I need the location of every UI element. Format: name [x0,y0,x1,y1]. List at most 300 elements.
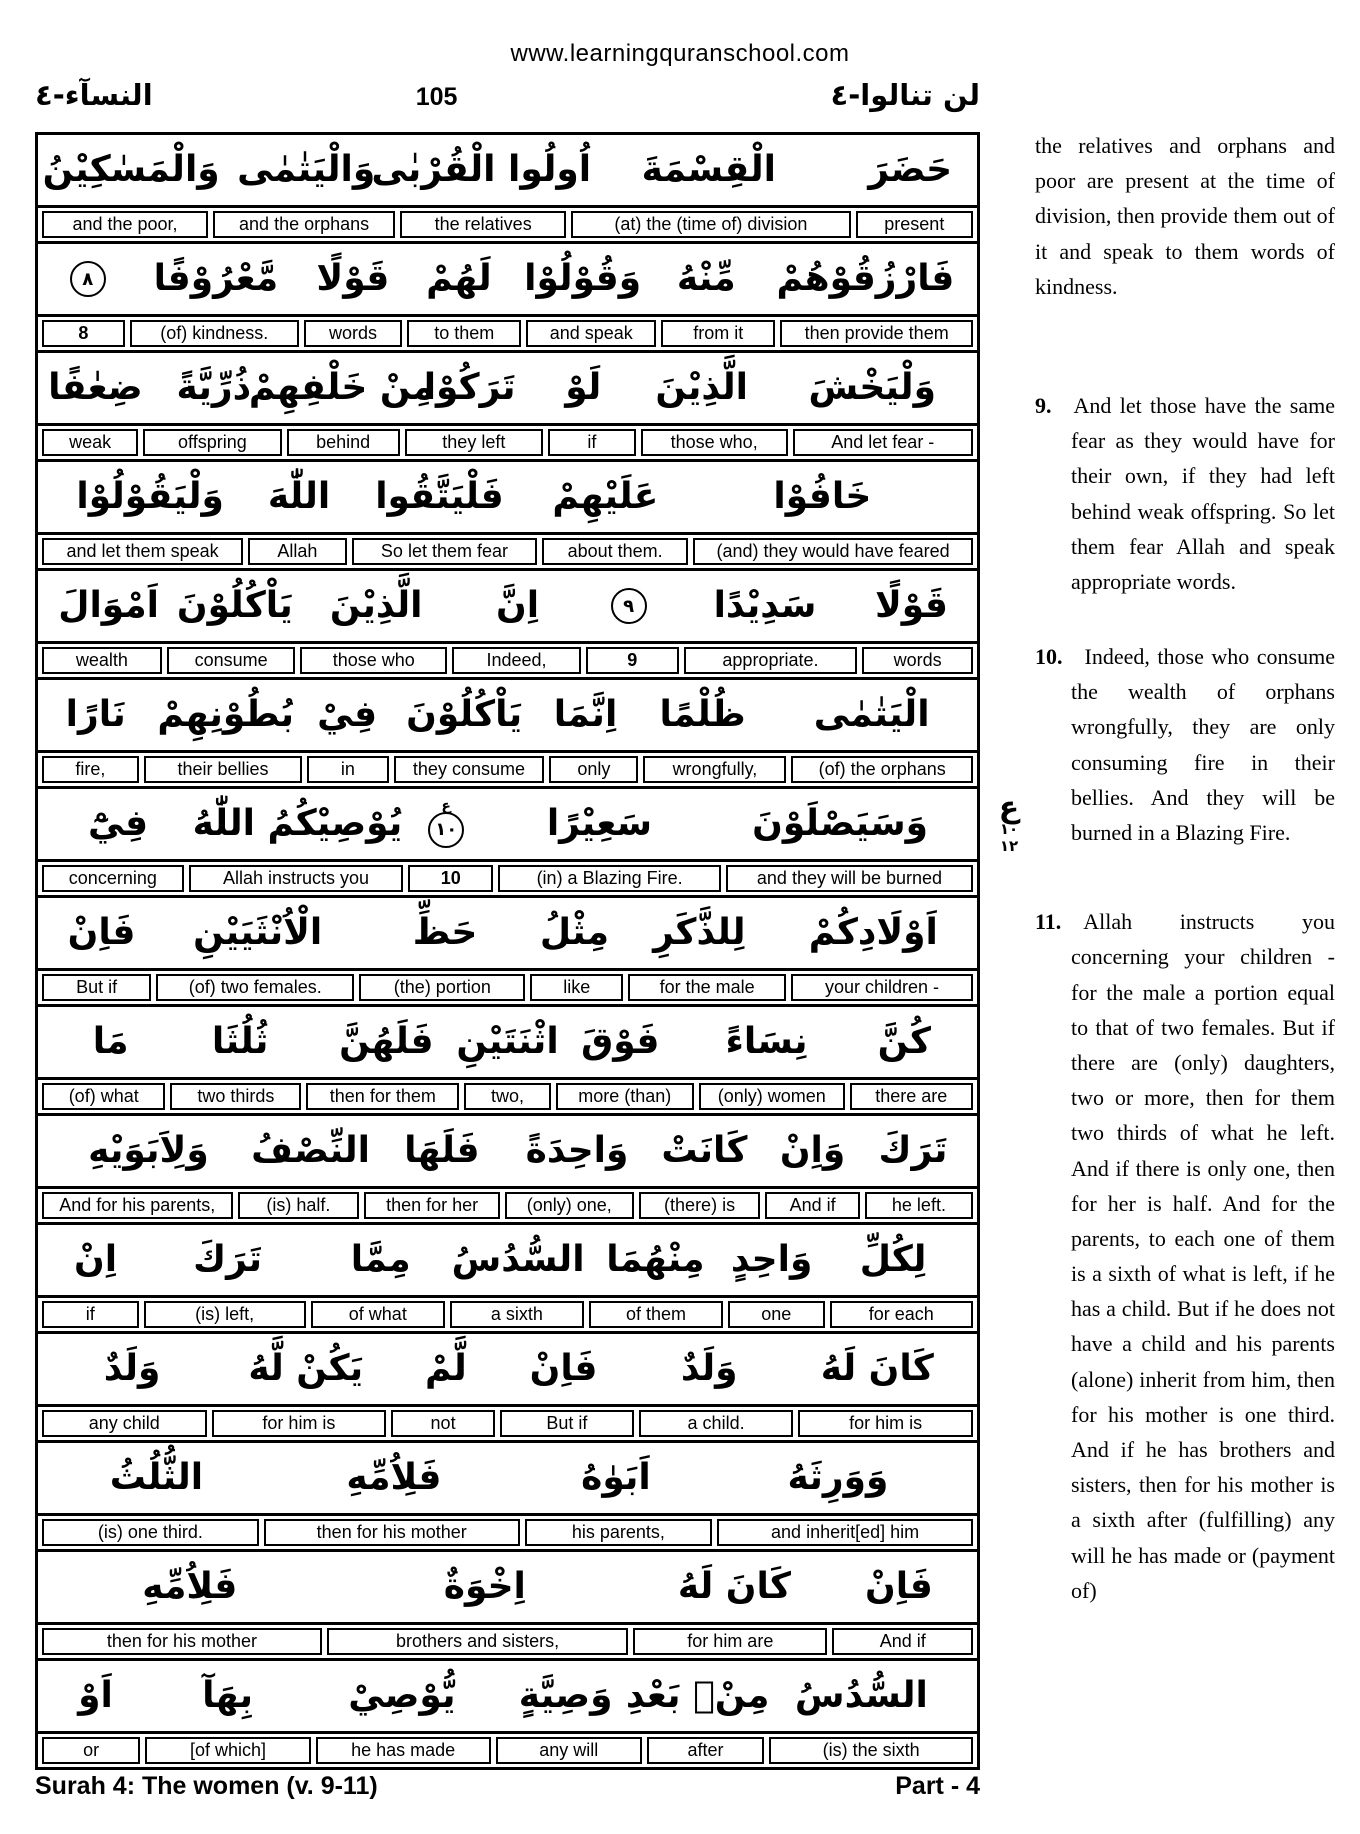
translation-cell: And let fear - [793,429,973,456]
page-number: 105 [415,83,458,111]
translation-cell: about them. [542,538,688,565]
arabic-word-slot [173,1021,307,1062]
ruku-number-lower: ١٢ [999,837,1019,855]
translation-cell: But if [42,974,151,1001]
arabic-word-slot [492,1675,640,1716]
translation-cell: a child. [639,1410,793,1437]
arabic-word: سَدِيْدًا [713,585,817,626]
arabic-word-slot [776,694,967,735]
arabic-word: فَلَهُنَّ [339,1021,434,1062]
translation-cell: like [530,974,623,1001]
verse-number-arabic: ٨ [70,261,106,297]
arabic-word: لَهُمْ [426,258,492,299]
translation-cell: they left [405,429,543,456]
arabic-word-slot [788,1348,967,1389]
arabic-word: السُّدُسُ [451,1239,585,1280]
arabic-word-slot [216,1348,395,1389]
arabic-word-slot [649,258,764,299]
ain-ruku-mark: ع [441,797,451,814]
translation-cell: weak [42,429,138,456]
translation-cell: So let them fear [352,538,537,565]
arabic-text-row [38,1334,977,1404]
arabic-word: عَلَيْهِمْ [552,476,659,517]
arabic-word-slot [155,912,360,953]
arabic-word: اللّٰهَ [267,476,331,517]
arabic-word: اَبَوٰهُ [581,1457,651,1498]
arabic-word: حَضَرَ [868,149,953,190]
translation-cell: if [548,429,636,456]
arabic-word-slot [486,803,714,844]
arabic-word: النِّصْفُ [251,1130,371,1171]
translation-cell: of them [589,1301,723,1328]
arabic-word: قَوْلًا [874,585,948,626]
verse-number-label: 9. [1035,392,1052,418]
translation-row [38,1295,977,1334]
verse-line-group [38,353,977,462]
arabic-word: كَانَ لَهُ [677,1566,791,1607]
translation-cell: and the orphans [213,211,395,238]
arabic-word-slot [143,694,308,735]
arabic-word-slot [128,258,305,299]
verse-line-group [38,1225,977,1334]
arabic-word-slot [516,258,649,299]
ruku-letter: ع [998,790,1020,825]
arabic-word: الْقِسْمَةَ [641,149,776,190]
translation-cell: for him is [798,1410,973,1437]
arabic-word-slot [780,912,967,953]
translation-cell: and speak [526,320,656,347]
translation-cell: any child [42,1410,207,1437]
verse-number-circle [428,797,464,848]
translation-cell: the relatives [400,211,566,238]
verse-line-group [38,244,977,353]
verse-number-cell: 8 [42,320,125,347]
translation-cell: offspring [143,429,281,456]
arabic-word-slot [169,585,300,626]
arabic-word: فَاِنْ [529,1348,598,1389]
translation-cell: (is) left, [144,1301,306,1328]
translation-cell: then provide them [780,320,973,347]
arabic-word: فِيْٓ [88,803,149,844]
translation-cell: from it [661,320,775,347]
translation-cell: if [42,1301,139,1328]
arabic-word: ضِعٰفًا [48,367,143,408]
arabic-word-slot [530,912,619,953]
translation-row [38,968,977,1007]
arabic-word: يَكُنْ لَّهُ [248,1348,364,1389]
ruku-number-upper: ١٠ [999,820,1019,838]
arabic-word-slot [819,1239,967,1280]
translation-cell: of what [311,1301,445,1328]
arabic-word: كَانَ لَهُ [820,1348,934,1389]
arabic-word-slot [549,1021,691,1062]
arabic-word: مِنْۢ بَعْدِ [625,1675,770,1716]
translation-cell: one [728,1301,825,1328]
arabic-word-slot [143,1675,312,1716]
arabic-word-slot [631,1348,788,1389]
arabic-word: فَارْزُقُوْهُمْ [776,258,955,299]
translation-row [38,641,977,680]
arabic-word-slot [709,1457,967,1498]
translation-cell: in [307,756,388,783]
arabic-text-row [38,1661,977,1731]
verse-text: And let those have the same fear as they would have for their own, if they had left behind weak offspring. So let them fear Allah and speak appropriate words. [1071,392,1335,594]
translation-cell: But if [500,1410,634,1437]
translation-cell: (there) is [639,1192,761,1219]
arabic-word: يُوْصِيْكُمُ اللّٰهُ [192,803,403,844]
arabic-text-row [38,1552,977,1622]
arabic-word-slot [48,367,143,408]
arabic-word-slot [619,912,780,953]
arabic-word: بُطُوْنِهِمْ [157,694,295,735]
verse-number-cell: 10 [408,865,493,892]
translation-cell: And if [765,1192,859,1219]
arabic-word-slot [48,1675,143,1716]
verse-translation-sidebar [1035,128,1335,1608]
arabic-word: فَلِاُمِّهِ [346,1457,442,1498]
translation-cell: (at) the (time of) division [571,211,850,238]
arabic-word-slot [691,1021,841,1062]
translation-cell: fire, [42,756,139,783]
verse-line-group [38,1443,977,1552]
arabic-word-slot [188,803,407,844]
arabic-word: ثُلُثَا [211,1021,269,1062]
verse-line-group [38,1334,977,1443]
translation-cell: any will [496,1737,642,1764]
arabic-word-slot [399,367,541,408]
arabic-word: مِنْ خَلْفِهِمْ [248,367,435,408]
translation-cell: present [856,211,973,238]
translation-cell: those who [300,647,447,674]
arabic-word: يَاْكُلُوْنَ [406,694,523,735]
arabic-word: فَلَهَا [404,1130,480,1171]
arabic-word: كُنَّ [877,1021,931,1062]
translation-cell: a sixth [450,1301,584,1328]
arabic-word-slot [372,1130,511,1171]
verse-line-group [38,1007,977,1116]
translation-cell: two thirds [170,1083,301,1110]
arabic-word: الَّذِيْنَ [329,585,423,626]
verse-number-arabic: ٩ [611,588,647,624]
arabic-word-slot [312,1675,492,1716]
translation-cell: two, [464,1083,550,1110]
arabic-word-slot [48,1457,265,1498]
arabic-word-slot [756,1675,967,1716]
arabic-word-slot [48,1239,143,1280]
verse-number-arabic: ١٠ [428,812,464,848]
translation-cell: consume [167,647,296,674]
translation-paragraph-verse-10 [1035,639,1335,850]
translation-paragraph-continuation: the relatives and orphans and poor are present at the time of division, then provide them out of it and speak to them words of kindness. [1035,133,1335,299]
arabic-word: وَلِاَبَوَيْهِ [88,1130,209,1171]
arabic-word-slot [48,476,252,517]
verse-line-group [38,1116,977,1225]
translation-cell: and inherit[ed] him [717,1519,973,1546]
verse-number-circle [611,588,647,624]
arabic-word-slot [842,1021,967,1062]
arabic-word-slot [48,1130,249,1171]
translation-cell: for him are [633,1628,827,1655]
translation-cell: and the poor, [42,211,208,238]
word-by-word-table [35,132,980,1770]
arabic-word-slot [626,367,778,408]
arabic-word: الْاُنْثَيَيْنِ [193,912,323,953]
arabic-word: فِيْ [317,694,378,735]
arabic-word: مِمَّا [350,1239,411,1280]
translation-row [38,423,977,462]
footer-part-label: Part - 4 [895,1772,980,1800]
translation-cell: your children - [791,974,973,1001]
translation-cell: then for his mother [42,1628,322,1655]
translation-cell: for him is [212,1410,387,1437]
verse-end-marker [48,261,128,297]
verse-end-marker [407,797,486,848]
arabic-word: اَمْوَالَ [58,585,159,626]
arabic-word: وَالْمَسٰكِيْنُ [42,149,220,190]
arabic-word: اثْنَتَيْنِ [456,1021,559,1062]
arabic-text-row [38,898,977,968]
verse-text: Indeed, those who consume the wealth of orphans wrongfully, they are only consuming fire in their bellies. And they will be burned in a Blazing Fire. [1071,644,1335,845]
arabic-word-slot [766,1130,859,1171]
arabic-word-slot [48,1348,216,1389]
arabic-word: اِنَّمَا [553,694,618,735]
translation-cell: he has made [316,1737,491,1764]
ruku-marker [986,790,1032,855]
translation-row [38,859,977,898]
translation-cell: and they will be burned [726,865,973,892]
arabic-word-slot [831,1566,967,1607]
arabic-word: وَلَدٌ [680,1348,738,1389]
verse-number-label: 11. [1035,909,1062,935]
arabic-word: وَصِيَّةٍ [518,1675,613,1716]
translation-cell: (in) a Blazing Fire. [498,865,721,892]
arabic-text-row [38,462,977,532]
arabic-word-slot [856,585,967,626]
arabic-word-slot [48,1021,173,1062]
juz-name-arabic: لن تنالوا-٤ [830,78,980,112]
translation-cell: they consume [394,756,545,783]
arabic-text-row [38,1443,977,1513]
arabic-word-slot [713,803,967,844]
arabic-word-slot [308,694,386,735]
translation-cell: his parents, [525,1519,713,1546]
translation-cell: then for his mother [264,1519,520,1546]
arabic-word-slot [401,258,516,299]
arabic-word-slot [48,585,169,626]
arabic-word: لِلذَّكَرِ [653,912,746,953]
arabic-word: وَاحِدَةً [525,1130,629,1171]
translation-row [38,205,977,244]
arabic-word-slot [638,1566,831,1607]
arabic-word-slot [533,476,678,517]
translation-cell: only [549,756,638,783]
translation-cell: (of) what [42,1083,165,1110]
arabic-word: حَظِّ [412,912,478,953]
translation-row [38,1186,977,1225]
verse-line-group [38,571,977,680]
translation-cell: or [42,1737,140,1764]
arabic-word-slot [395,1348,496,1389]
arabic-word: مِنْهُمَا [606,1239,705,1280]
translation-cell: for the male [628,974,786,1001]
arabic-word: نَارًا [65,694,126,735]
arabic-word: وَوَرِثَهُ [787,1457,889,1498]
arabic-word-slot [496,1348,630,1389]
translation-cell: wealth [42,647,162,674]
arabic-word-slot [307,1021,466,1062]
translation-cell: (is) half. [238,1192,360,1219]
translation-cell: not [391,1410,495,1437]
arabic-word: وَسَيَصْلَوْنَ [752,803,929,844]
arabic-word-slot [249,1130,373,1171]
verse-number-circle [70,261,106,297]
arabic-word-slot [643,1130,767,1171]
translation-cell: And if [832,1628,973,1655]
arabic-word-slot [48,803,188,844]
arabic-word: اُولُوا الْقُرْبٰى [371,149,592,190]
translation-row [38,314,977,353]
arabic-word: تَرَكَ [193,1239,263,1280]
translation-cell: (only) women [699,1083,845,1110]
arabic-word-slot [625,1675,770,1716]
arabic-word: وَقُوْلُوْا [524,258,642,299]
arabic-text-row [38,135,977,205]
verse-text: Allah instructs you concerning your children - for the male a portion equal to that of two females. But if there are (only) daughters, two or more, then for them two thirds of what he left. And if there is only one, then for her is half. And for the parents, to each one of them is a sixth of what is left, if he has a child. But if he does not have a child and his parents (alone) inherit from him, then for his mother is one third. And if he has brothers and sisters, then for his mother is a sixth after (fulfilling) any will he has made or (payment of) [1071,909,1335,1603]
arabic-word-slot [42,149,220,190]
verse-line-group [38,898,977,1007]
arabic-word: وَاِنْ [779,1130,846,1171]
arabic-text-row [38,680,977,750]
arabic-word-slot [523,1457,709,1498]
arabic-word: لَوْ [565,367,602,408]
arabic-word: فَلْيَتَّقُوا [375,476,504,517]
arabic-word-slot [304,258,401,299]
arabic-word: الْيَتٰمٰى [813,694,930,735]
arabic-word: فَاِنْ [865,1566,933,1607]
arabic-word-slot [678,476,967,517]
arabic-text-row [38,353,977,423]
arabic-word-slot [724,1239,819,1280]
translation-row [38,750,977,789]
arabic-word-slot [778,367,967,408]
arabic-word: فَلِاُمِّهِ [142,1566,238,1607]
verse-line-group [38,680,977,789]
translation-row [38,1513,977,1552]
translation-cell: then for them [306,1083,459,1110]
arabic-word-slot [541,367,626,408]
arabic-text-row [38,1116,977,1186]
translation-cell: and let them speak [42,538,243,565]
arabic-word: اِنَّ [496,585,540,626]
arabic-word-slot [371,149,592,190]
arabic-word-slot [48,694,143,735]
translation-cell: (of) kindness. [130,320,299,347]
arabic-word: كَانَتْ [661,1130,748,1171]
arabic-word: فَاِنْ [67,912,136,953]
arabic-word: لَّمْ [424,1348,467,1389]
translation-cell: there are [850,1083,973,1110]
translation-cell: appropriate. [684,647,858,674]
arabic-word-slot [564,149,853,190]
arabic-word: الَّذِيْنَ [655,367,748,408]
arabic-word-slot [542,694,629,735]
translation-cell: concerning [42,865,184,892]
arabic-text-row [38,244,977,314]
arabic-word: مِّنْهُ [676,258,736,299]
verse-line-group [38,789,977,898]
arabic-word: سَعِيْرًا [546,803,652,844]
arabic-word-slot [346,476,533,517]
translation-cell: Allah [248,538,347,565]
translation-cell: (is) one third. [42,1519,259,1546]
translation-cell: (the) portion [359,974,525,1001]
translation-cell: (only) one, [505,1192,634,1219]
arabic-word-slot [48,1566,332,1607]
arabic-word-slot [674,585,856,626]
arabic-word: اِنْ [73,1239,118,1280]
arabic-word: نِسَاءً [725,1021,808,1062]
arabic-word: قَوْلًا [316,258,390,299]
translation-row [38,1622,977,1661]
translation-cell: Indeed, [452,647,581,674]
translation-cell: after [647,1737,764,1764]
translation-cell: [of which] [145,1737,310,1764]
arabic-word-slot [252,476,346,517]
translation-paragraph-verse-9 [1035,388,1335,599]
arabic-word: ظُلْمًا [659,694,746,735]
page-footer [35,1772,980,1801]
arabic-word: اَوْ [78,1675,113,1716]
arabic-word-slot [265,1457,523,1498]
arabic-word: السُّدُسُ [794,1675,928,1716]
arabic-word: وَاحِدٍ [730,1239,813,1280]
arabic-word: اَوْلَادِكُمْ [808,912,938,953]
verse-end-marker [583,588,674,624]
arabic-word: وَلْيَقُوْلُوْا [76,476,224,517]
translation-cell: (and) they would have feared [693,538,973,565]
translation-cell: for each [830,1301,973,1328]
arabic-word: مَّعْرُوْفًا [153,258,279,299]
arabic-word-slot [629,694,776,735]
verse-line-group [38,462,977,571]
translation-cell: words [304,320,402,347]
arabic-word-slot [300,585,451,626]
arabic-word-slot [312,1239,449,1280]
arabic-word-slot [332,1566,638,1607]
arabic-word-slot [511,1130,642,1171]
arabic-text-row [38,571,977,641]
translation-cell: (is) the sixth [769,1737,973,1764]
arabic-word-slot [456,1021,559,1062]
verse-line-group [38,1661,977,1767]
arabic-text-row [38,1007,977,1077]
arabic-word-slot [143,1239,312,1280]
arabic-word: وَالْيَتٰمٰى [237,149,376,190]
site-url: www.learningquranschool.com [510,40,850,67]
translation-cell: more (than) [556,1083,694,1110]
verse-line-group [38,1552,977,1661]
arabic-word: وَلَدٌ [103,1348,161,1389]
arabic-word-slot [452,585,583,626]
translation-row [38,1731,977,1767]
verse-number-cell: 9 [586,647,679,674]
arabic-word-slot [587,1239,724,1280]
arabic-word: يُّوْصِيْ [348,1675,456,1716]
arabic-word: لِكُلِّ [859,1239,927,1280]
translation-cell: to them [407,320,521,347]
arabic-word: مَا [92,1021,129,1062]
arabic-word-slot [386,694,542,735]
